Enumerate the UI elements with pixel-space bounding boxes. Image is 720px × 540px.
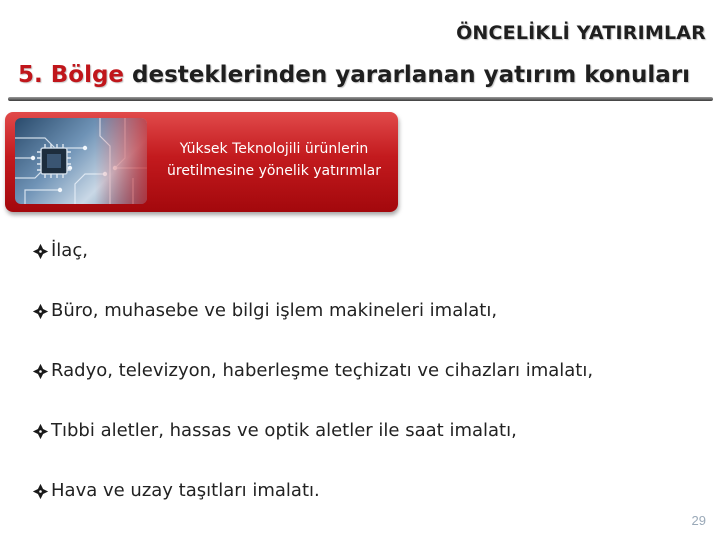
- page-title: [18, 62, 690, 88]
- list-item-text: Radyo, televizyon, haberleşme teçhizatı ve cihazları imalatı,: [51, 360, 594, 381]
- list-item: [32, 240, 593, 300]
- title-number-prefix: 5. Bölge: [18, 62, 125, 88]
- list-item: [32, 420, 593, 480]
- title-underline-divider: [8, 97, 713, 101]
- list-item-text: Büro, muhasebe ve bilgi işlem makineleri imalatı,: [51, 300, 498, 321]
- list-item: [32, 480, 593, 540]
- list-item: [32, 300, 593, 360]
- banner-text: [143, 138, 398, 182]
- diamond-clover-bullet-icon: [32, 303, 49, 320]
- investment-topics-list: [32, 240, 593, 540]
- list-item-text: Tıbbi aletler, hassas ve optik aletler ile saat imalatı,: [51, 420, 517, 441]
- banner-line-2: üretilmesine yönelik yatırımlar: [167, 163, 381, 179]
- title-rest: desteklerinden yararlanan yatırım konuları: [124, 62, 691, 88]
- page-number: 29: [691, 513, 706, 528]
- diamond-clover-bullet-icon: [32, 483, 49, 500]
- diamond-clover-bullet-icon: [32, 243, 49, 260]
- list-item-text: İlaç,: [51, 240, 88, 261]
- section-label: ÖNCELİKLİ YATIRIMLAR: [456, 22, 706, 44]
- banner-line-1: Yüksek Teknolojili ürünlerin: [179, 141, 369, 157]
- topic-banner: [5, 112, 398, 212]
- circuit-board-illustration: [15, 118, 147, 204]
- list-item: [32, 360, 593, 420]
- diamond-clover-bullet-icon: [32, 423, 49, 440]
- list-item-text: Hava ve uzay taşıtları imalatı.: [51, 480, 320, 501]
- diamond-clover-bullet-icon: [32, 363, 49, 380]
- circuit-board-chip-image: [15, 118, 147, 204]
